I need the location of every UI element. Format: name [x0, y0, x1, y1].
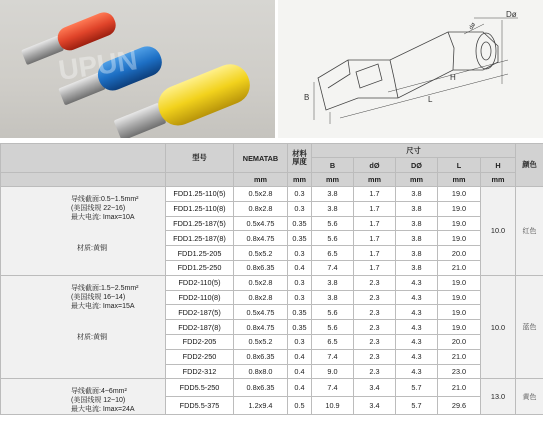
- cell-D: 3.8: [396, 246, 438, 261]
- group-spec-line: 导线截面:1.5~2.5mm²: [71, 284, 139, 292]
- header-color: 颜色: [516, 144, 543, 187]
- cell-thickness: 0.3: [288, 246, 312, 261]
- header-B: B: [312, 158, 354, 173]
- header-size-group: 尺寸: [312, 144, 516, 158]
- cell-model: FDD2-187(5): [166, 305, 234, 320]
- cell-D: 4.3: [396, 305, 438, 320]
- cell-color: 蓝色: [516, 275, 543, 379]
- cell-B: 7.4: [312, 379, 354, 397]
- cell-thickness: 0.4: [288, 349, 312, 364]
- cell-d: 1.7: [354, 231, 396, 246]
- cell-d: 3.4: [354, 379, 396, 397]
- cell-thickness: 0.4: [288, 260, 312, 275]
- cell-thickness: 0.35: [288, 305, 312, 320]
- cell-L: 23.0: [438, 364, 481, 379]
- label-d: dø: [468, 21, 478, 31]
- group-material: 材质:黄铜: [77, 245, 107, 252]
- cell-L: 19.0: [438, 201, 481, 216]
- group-spec-line: 最大电流: Imax=24A: [71, 406, 135, 414]
- cell-model: FDD1.25-205: [166, 246, 234, 261]
- cell-L: 19.0: [438, 305, 481, 320]
- cell-B: 6.5: [312, 334, 354, 349]
- cell-nematab: 0.8x4.75: [234, 231, 288, 246]
- cell-D: 4.3: [396, 334, 438, 349]
- cell-nematab: 0.8x6.35: [234, 260, 288, 275]
- group-spec: [1, 379, 166, 415]
- dimension-drawing: [278, 0, 543, 138]
- cell-L: 21.0: [438, 379, 481, 397]
- header-d: dØ: [354, 158, 396, 173]
- cell-B: 7.4: [312, 260, 354, 275]
- cell-d: 1.7: [354, 216, 396, 231]
- cell-B: 6.5: [312, 246, 354, 261]
- group-material: 材质:黄铜: [77, 333, 107, 341]
- cell-model: FDD5.5-375: [166, 397, 234, 415]
- unit-D: mm: [396, 173, 438, 187]
- cell-thickness: 0.3: [288, 334, 312, 349]
- group-spec-line: 导线截面:4~6mm²: [71, 388, 127, 396]
- label-H: H: [450, 73, 456, 82]
- label-B: B: [304, 93, 310, 102]
- cell-nematab: 0.5x5.2: [234, 246, 288, 261]
- product-photo: [0, 0, 275, 138]
- cell-L: 29.6: [438, 397, 481, 415]
- cell-D: 4.3: [396, 275, 438, 290]
- cell-nematab: 0.5x4.75: [234, 216, 288, 231]
- cell-thickness: 0.4: [288, 364, 312, 379]
- cell-nematab: 0.8x6.35: [234, 349, 288, 364]
- cell-d: 1.7: [354, 246, 396, 261]
- group-spec: [1, 187, 166, 276]
- cell-thickness: 0.3: [288, 201, 312, 216]
- cell-B: 9.0: [312, 364, 354, 379]
- cell-B: 3.8: [312, 290, 354, 305]
- cell-nematab: 1.2x9.4: [234, 397, 288, 415]
- cell-D: 5.7: [396, 397, 438, 415]
- cell-H: 10.0: [481, 187, 516, 276]
- cell-D: 3.8: [396, 216, 438, 231]
- cell-d: 1.7: [354, 201, 396, 216]
- header-D: DØ: [396, 158, 438, 173]
- cell-nematab: 0.5x5.2: [234, 334, 288, 349]
- cell-model: FDD1.25-110(8): [166, 201, 234, 216]
- cell-d: 2.3: [354, 349, 396, 364]
- cell-model: FDD1.25-250: [166, 260, 234, 275]
- label-D: Dø: [506, 10, 517, 19]
- unit-d: mm: [354, 173, 396, 187]
- cell-model: FDD2-110(5): [166, 275, 234, 290]
- cell-L: 19.0: [438, 216, 481, 231]
- cell-thickness: 0.3: [288, 187, 312, 202]
- cell-D: 3.8: [396, 187, 438, 202]
- cell-d: 2.3: [354, 334, 396, 349]
- cell-D: 3.8: [396, 231, 438, 246]
- group-spec-line: 最大电流: Imax=15A: [71, 302, 135, 310]
- cell-model: FDD1.25-187(8): [166, 231, 234, 246]
- cell-model: FDD1.25-110(5): [166, 187, 234, 202]
- cell-B: 5.6: [312, 231, 354, 246]
- cell-L: 19.0: [438, 187, 481, 202]
- cell-d: 2.3: [354, 305, 396, 320]
- cell-thickness: 0.4: [288, 379, 312, 397]
- cell-d: 1.7: [354, 260, 396, 275]
- cell-D: 5.7: [396, 379, 438, 397]
- watermark: UPUN: [56, 44, 140, 86]
- unit-L: mm: [438, 173, 481, 187]
- unit-B: mm: [312, 173, 354, 187]
- cell-thickness: 0.5: [288, 397, 312, 415]
- cell-d: 3.4: [354, 397, 396, 415]
- cell-nematab: 0.8x2.8: [234, 290, 288, 305]
- cell-color: 红色: [516, 187, 543, 276]
- cell-L: 19.0: [438, 290, 481, 305]
- cell-D: 4.3: [396, 320, 438, 335]
- cell-B: 5.6: [312, 216, 354, 231]
- spec-table: [0, 143, 543, 415]
- cell-B: 3.8: [312, 201, 354, 216]
- unit-H: mm: [481, 173, 516, 187]
- cell-model: FDD2-250: [166, 349, 234, 364]
- cell-L: 20.0: [438, 334, 481, 349]
- cell-H: 13.0: [481, 379, 516, 415]
- cell-L: 19.0: [438, 275, 481, 290]
- cell-nematab: 0.8x4.75: [234, 320, 288, 335]
- cell-nematab: 0.8x8.0: [234, 364, 288, 379]
- cell-model: FDD2-312: [166, 364, 234, 379]
- cell-color: 黄色: [516, 379, 543, 415]
- cell-L: 20.0: [438, 246, 481, 261]
- spec-table-container: [0, 143, 543, 423]
- group-spec-line: 最大电流: Imax=10A: [71, 214, 135, 221]
- cell-d: 2.3: [354, 320, 396, 335]
- table-row: [1, 275, 543, 290]
- cell-L: 19.0: [438, 231, 481, 246]
- cell-model: FDD2-205: [166, 334, 234, 349]
- cell-model: FDD1.25-187(5): [166, 216, 234, 231]
- cell-d: 2.3: [354, 290, 396, 305]
- cell-D: 4.3: [396, 349, 438, 364]
- group-spec: [1, 275, 166, 379]
- cell-nematab: 0.5x2.8: [234, 275, 288, 290]
- cell-model: FDD2-110(8): [166, 290, 234, 305]
- group-spec-line: 导线截面:0.5~1.5mm²: [71, 196, 139, 203]
- group-spec-line: (美国线规 22~16): [71, 205, 126, 212]
- cell-B: 10.9: [312, 397, 354, 415]
- table-row: [1, 187, 543, 202]
- terminals-photo-illustration: [0, 0, 275, 138]
- cell-thickness: 0.3: [288, 275, 312, 290]
- unit-blank-model: [166, 173, 234, 187]
- cell-B: 3.8: [312, 275, 354, 290]
- spec-table-body: [1, 187, 543, 415]
- cell-nematab: 0.8x6.35: [234, 379, 288, 397]
- cell-thickness: 0.35: [288, 216, 312, 231]
- header-L: L: [438, 158, 481, 173]
- header-blank: [1, 144, 166, 173]
- cell-B: 7.4: [312, 349, 354, 364]
- unit-thickness: mm: [288, 173, 312, 187]
- cell-thickness: 0.35: [288, 320, 312, 335]
- cell-L: 21.0: [438, 349, 481, 364]
- cell-nematab: 0.5x4.75: [234, 305, 288, 320]
- cell-model: FDD5.5-250: [166, 379, 234, 397]
- cell-model: FDD2-187(8): [166, 320, 234, 335]
- cell-D: 3.8: [396, 260, 438, 275]
- unit-nematab: mm: [234, 173, 288, 187]
- cell-D: 4.3: [396, 364, 438, 379]
- cell-nematab: 0.5x2.8: [234, 187, 288, 202]
- group-spec-line: (美国线规 16~14): [71, 293, 126, 301]
- technical-drawing: [278, 0, 543, 138]
- unit-blank: [1, 173, 166, 187]
- table-row: [1, 379, 543, 397]
- label-L: L: [428, 95, 433, 104]
- header-nematab: NEMATAB: [234, 144, 288, 173]
- cell-B: 3.8: [312, 187, 354, 202]
- cell-D: 4.3: [396, 290, 438, 305]
- cell-d: 2.3: [354, 275, 396, 290]
- cell-d: 1.7: [354, 187, 396, 202]
- cell-L: 21.0: [438, 260, 481, 275]
- header-model: 型号: [166, 144, 234, 173]
- cell-nematab: 0.8x2.8: [234, 201, 288, 216]
- cell-B: 5.6: [312, 305, 354, 320]
- cell-B: 5.6: [312, 320, 354, 335]
- group-spec-line: (美国线规 12~10): [71, 397, 126, 405]
- cell-d: 2.3: [354, 364, 396, 379]
- cell-thickness: 0.3: [288, 290, 312, 305]
- header-H: H: [481, 158, 516, 173]
- cell-H: 10.0: [481, 275, 516, 379]
- cell-thickness: 0.35: [288, 231, 312, 246]
- cell-D: 3.8: [396, 201, 438, 216]
- cell-L: 19.0: [438, 320, 481, 335]
- header-thickness: 材料厚度: [288, 144, 312, 173]
